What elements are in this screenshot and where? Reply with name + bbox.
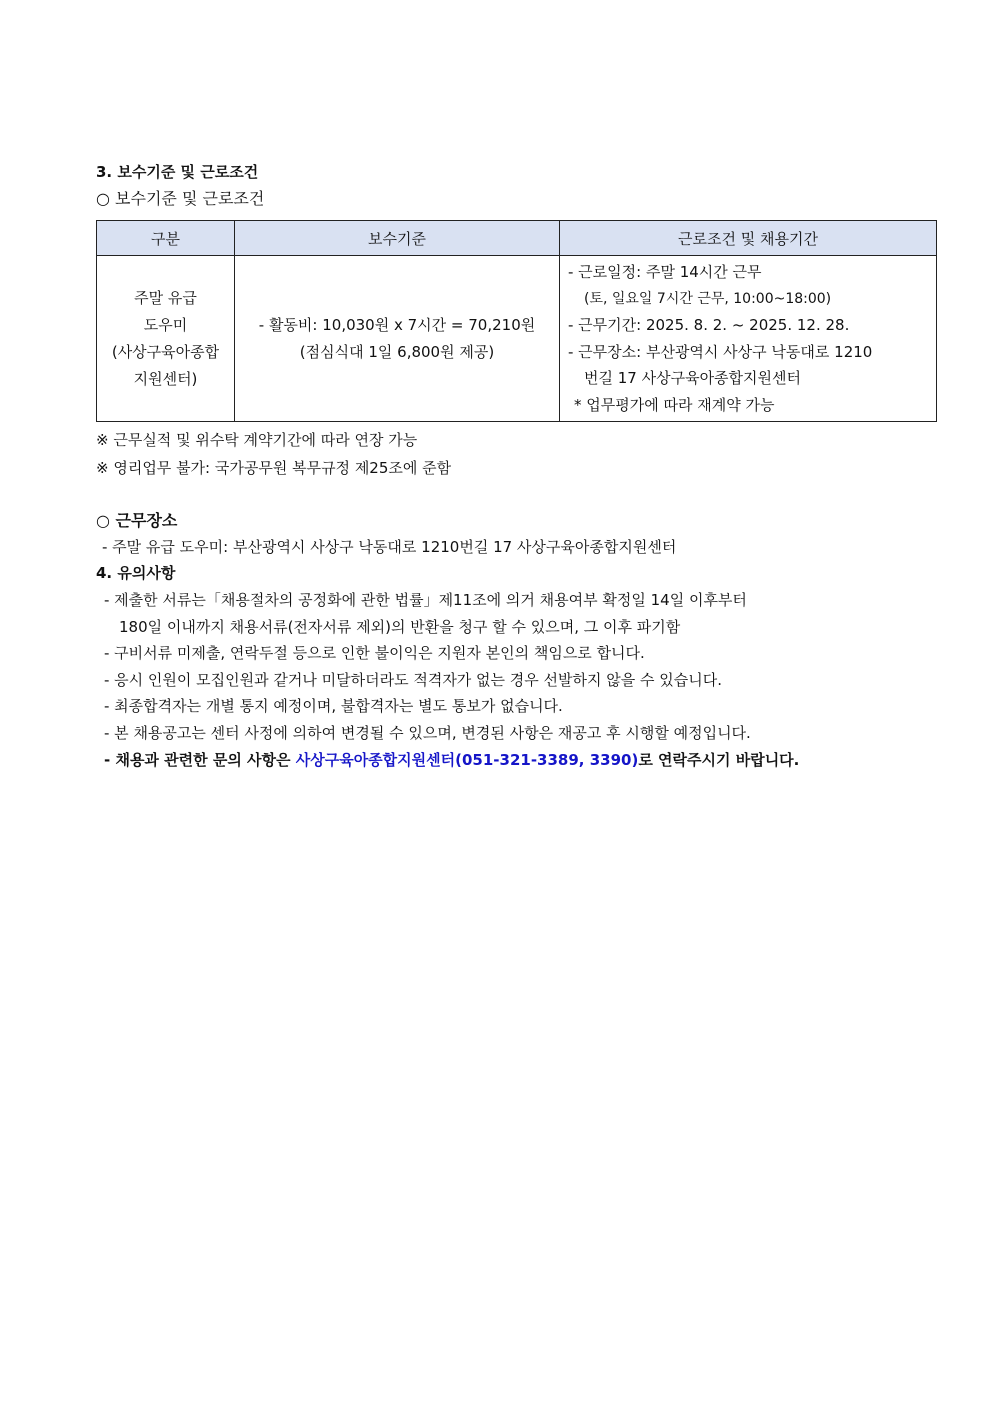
category-line: (사상구육아종합 — [111, 342, 220, 361]
pay-conditions-table — [96, 220, 937, 422]
category-cell — [97, 256, 235, 422]
section4-title: 4. 유의사항 — [96, 564, 176, 582]
notice-item: - 본 채용공고는 센터 사정에 의하여 변경될 수 있으며, 변경된 사항은 재공고 후 시행할 예정입니다. — [104, 724, 751, 742]
category-line: 도우미 — [143, 315, 188, 334]
contact-line — [104, 750, 799, 770]
pay-line: - 활동비: 10,030원 x 7시간 = 70,210원 — [258, 315, 536, 334]
notice-item: 180일 이내까지 채용서류(전자서류 제외)의 반환을 청구 할 수 있으며, 그 이후 파기함 — [119, 618, 681, 636]
contact-suffix: 로 연락주시기 바랍니다. — [638, 751, 800, 769]
header-pay: 보수기준 — [235, 221, 560, 256]
category-line: 주말 유급 — [134, 288, 197, 307]
conditions-renewal: * 업무평가에 따라 재계약 가능 — [574, 395, 775, 414]
table-row — [97, 256, 937, 422]
note-profit: ※ 영리업무 불가: 국가공무원 복무규정 제25조에 준함 — [96, 459, 452, 477]
header-category: 구분 — [97, 221, 235, 256]
section3-subtitle: ○ 보수기준 및 근로조건 — [96, 189, 265, 208]
conditions-schedule: - 근로일정: 주말 14시간 근무 — [568, 263, 762, 281]
section3-title: 3. 보수기준 및 근로조건 — [96, 163, 259, 181]
category-line: 지원센터) — [133, 369, 198, 388]
conditions-period: - 근무기간: 2025. 8. 2. ~ 2025. 12. 28. — [568, 316, 850, 334]
contact-prefix: - 채용과 관련한 문의 사항은 — [104, 751, 296, 769]
conditions-location: - 근무장소: 부산광역시 사상구 낙동대로 1210 — [568, 342, 873, 361]
conditions-location-cont: 번길 17 사상구육아종합지원센터 — [584, 369, 801, 387]
conditions-cell — [560, 256, 937, 422]
notice-item: - 최종합격자는 개별 통지 예정이며, 불합격자는 별도 통보가 없습니다. — [104, 697, 563, 715]
notice-item: - 구비서류 미제출, 연락두절 등으로 인한 불이익은 지원자 본인의 책임으로 합니다. — [104, 644, 645, 662]
note-extension: ※ 근무실적 및 위수탁 계약기간에 따라 연장 가능 — [96, 431, 418, 449]
workplace-title: ○ 근무장소 — [96, 511, 178, 530]
header-conditions: 근로조건 및 채용기간 — [560, 221, 937, 256]
workplace-detail: - 주말 유급 도우미: 부산광역시 사상구 낙동대로 1210번길 17 사상구육아종합지원센터 — [102, 538, 677, 556]
notice-item: - 제출한 서류는「채용절차의 공정화에 관한 법률」제11조에 의거 채용여부 확정일 14일 이후부터 — [104, 591, 747, 609]
table-header-row — [97, 221, 937, 256]
notice-item: - 응시 인원이 모집인원과 같거나 미달하더라도 적격자가 없는 경우 선발하지 않을 수 있습니다. — [104, 671, 723, 689]
contact-highlight: 사상구육아종합지원센터(051-321-3389, 3390) — [295, 751, 639, 769]
conditions-schedule-detail: (토, 일요일 7시간 근무, 10:00~18:00) — [584, 290, 832, 307]
pay-cell — [235, 256, 560, 422]
pay-line: (점심식대 1일 6,800원 제공) — [299, 342, 495, 361]
